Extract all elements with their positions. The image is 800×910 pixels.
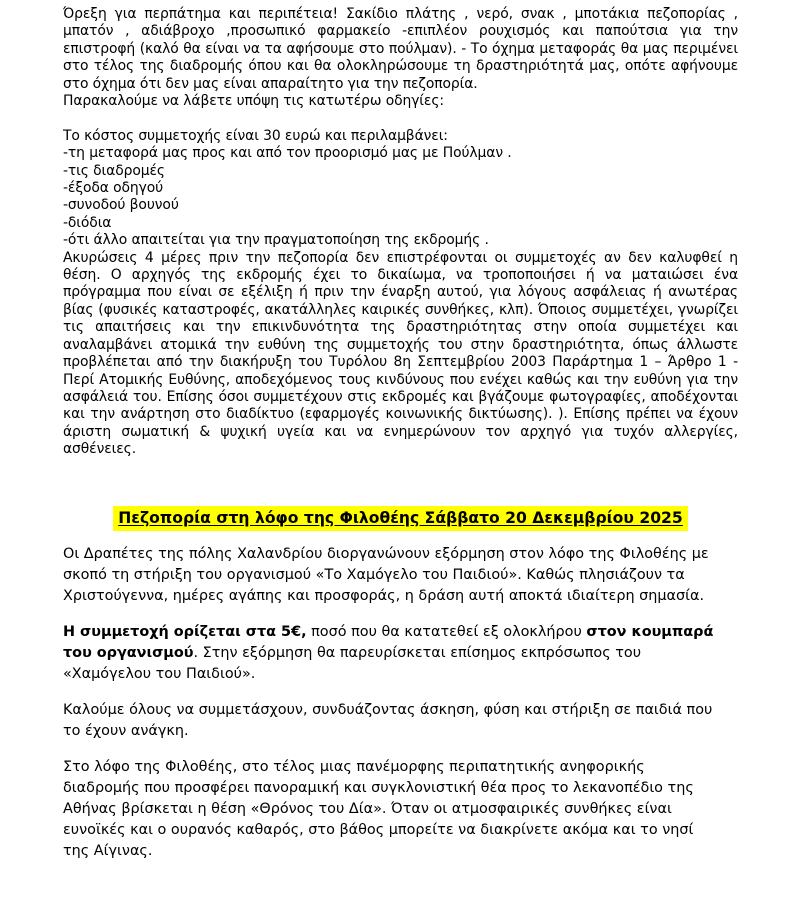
event-intro-paragraph: Οι Δραπέτες της πόλης Χαλανδρίου διοργανώνουν εξόρμηση στον λόφο της Φιλοθέης με σκοπό τη στήριξη του οργανισμού «Το Χαμόγελο του Παιδιού». Καθώς πλησιάζουν τα Χριστούγεννα, ημέρες αγάπης και προσφοράς, η δράση αυτή αποκτά ιδιαίτερη σημασία. — [63, 545, 709, 604]
cost-item-other: -ότι άλλο απαιτείται για την πραγματοποίηση της εκδρομής . — [63, 232, 489, 249]
cost-intro: Το κόστος συμμετοχής είναι 30 ευρώ και περιλαμβάνει: — [63, 127, 448, 144]
fee-regular-text-2: . Στην εξόρμηση θα παρευρίσκεται επίσημος εκπρόσωπος του «Χαμόγελου του Παιδιού». — [63, 644, 642, 682]
fee-regular-text-1: ποσό που θα κατατεθεί εξ ολοκλήρου — [306, 623, 587, 640]
event-section — [63, 507, 738, 862]
cost-item-mountain-guide: -συνοδού βουνού — [63, 197, 179, 214]
call-to-participate-paragraph: Καλούμε όλους να συμμετάσχουν, συνδυάζοντας άσκηση, φύση και στήριξη σε παιδιά που το έχουν ανάγκη. — [63, 701, 713, 739]
hike-info-section — [63, 6, 738, 459]
instructions-note: Παρακαλούμε να λάβετε υπόψη τις κατωτέρω οδηγίες: — [63, 93, 444, 110]
cost-item-driver: -έξοδα οδηγού — [63, 180, 164, 197]
fee-amount-bold: Η συμμετοχή ορίζεται στα 5€, — [63, 623, 307, 640]
cost-item-transport: -τη μεταφορά μας προς και από τον προορισμό μας με Πούλμαν . — [63, 145, 512, 162]
event-heading-highlight: Πεζοπορία στη λόφο της Φιλοθέης Σάββατο 20 Δεκεμβρίου 2025 — [113, 506, 688, 531]
terms-paragraph: Ακυρώσεις 4 μέρες πριν την πεζοπορία δεν επιστρέφονται οι συμμετοχές αν δεν καλυφθεί η θέση. Ο αρχηγός της εκδρομής έχει το δικαίωμα, να τροποποιήσει ή να ματαιώσει ένα πρόγραμμα που είναι σε εξέλιξη ή πριν την έναρξη αυτού, για λόγους ασφάλειας ή ανωτέρας βίας (φυσικές καταστροφές, ακατάλληλες καιρικές συνθήκες, κλπ). Όποιος συμμετέχει, γνωρίζει τις απαιτήσεις και την επικινδυνότητα της δραστηριότητας στην οποία συμμετέχει και αναλαμβάνει ατομικά την ευθύνη της συμμετοχής του στην δραστηριότητα, όπως άλλωστε προβλέπεται από την διακήρυξη του Τυρόλου 8η Σεπτεμβρίου 2003 Παράρτημα 1 – Άρθρο 1 - Περί Ατομικής Ευθύνης, αποδεχόμενος τους κινδύνους που ενέχει καθώς και την ευθύνη για την ασφάλειά του. Επίσης όσοι συμμετέχουν στις εκδρομές και βγάζουμε φωτογραφίες, αποδέχονται και την ανάρτηση στο διαδίκτυο (εφαρμογές κοινωνικής δικτύωσης). ). Επίσης πρέπει να έχουν άριστη σωματική & ψυχική υγεία και να ενημερώνουν τον αρχηγό για τυχόν αλλεργίες, ασθένειες. — [63, 249, 738, 458]
event-heading — [63, 507, 738, 529]
equipment-paragraph: Όρεξη για περπάτημα και περιπέτεια! Σακίδιο πλάτης , νερό, σνακ , μποτάκια πεζοπορίας , μπατόν , αδιάβροχο ,προσωπικό φαρμακείο -επιπλέον ρουχισμός και παπούτσια για την επιστροφή (καλό θα είναι να τα αφήσουμε στο πούλμαν). - Το όχημα μεταφοράς θα μας περιμένει στο τέλος της διαδρομής όπου και θα ολοκληρώσουμε τη δραστηριότητά μας, οπότε αφήνουμε στο όχημα ότι δεν μας είναι απαραίτητο για την πεζοπορία. — [63, 6, 738, 92]
cost-item-tolls: -διόδια — [63, 214, 112, 231]
fee-paragraph — [63, 622, 715, 685]
blank-line — [63, 110, 738, 127]
fee-recipient-bold: στον κουμπαρά του οργανισμού — [63, 623, 714, 661]
cost-item-routes: -τις διαδρομές — [63, 162, 165, 179]
location-description-paragraph: Στο λόφο της Φιλοθέης, στο τέλος μιας πανέμορφης περιπατητικής ανηφορικής διαδρομής που προσφέρει πανοραμική και συγκλονιστική θέα προς το λεκανοπέδιο της Αθήνας βρίσκεται η θέση «Θρόνος του Δία». Όταν οι ατμοσφαιρικές συνθήκες είναι ευνοϊκές και ο ουρανός καθαρός, στο βάθος μπορείτε να διακρίνετε ακόμα και το νησί της Αίγινας. — [63, 758, 694, 859]
